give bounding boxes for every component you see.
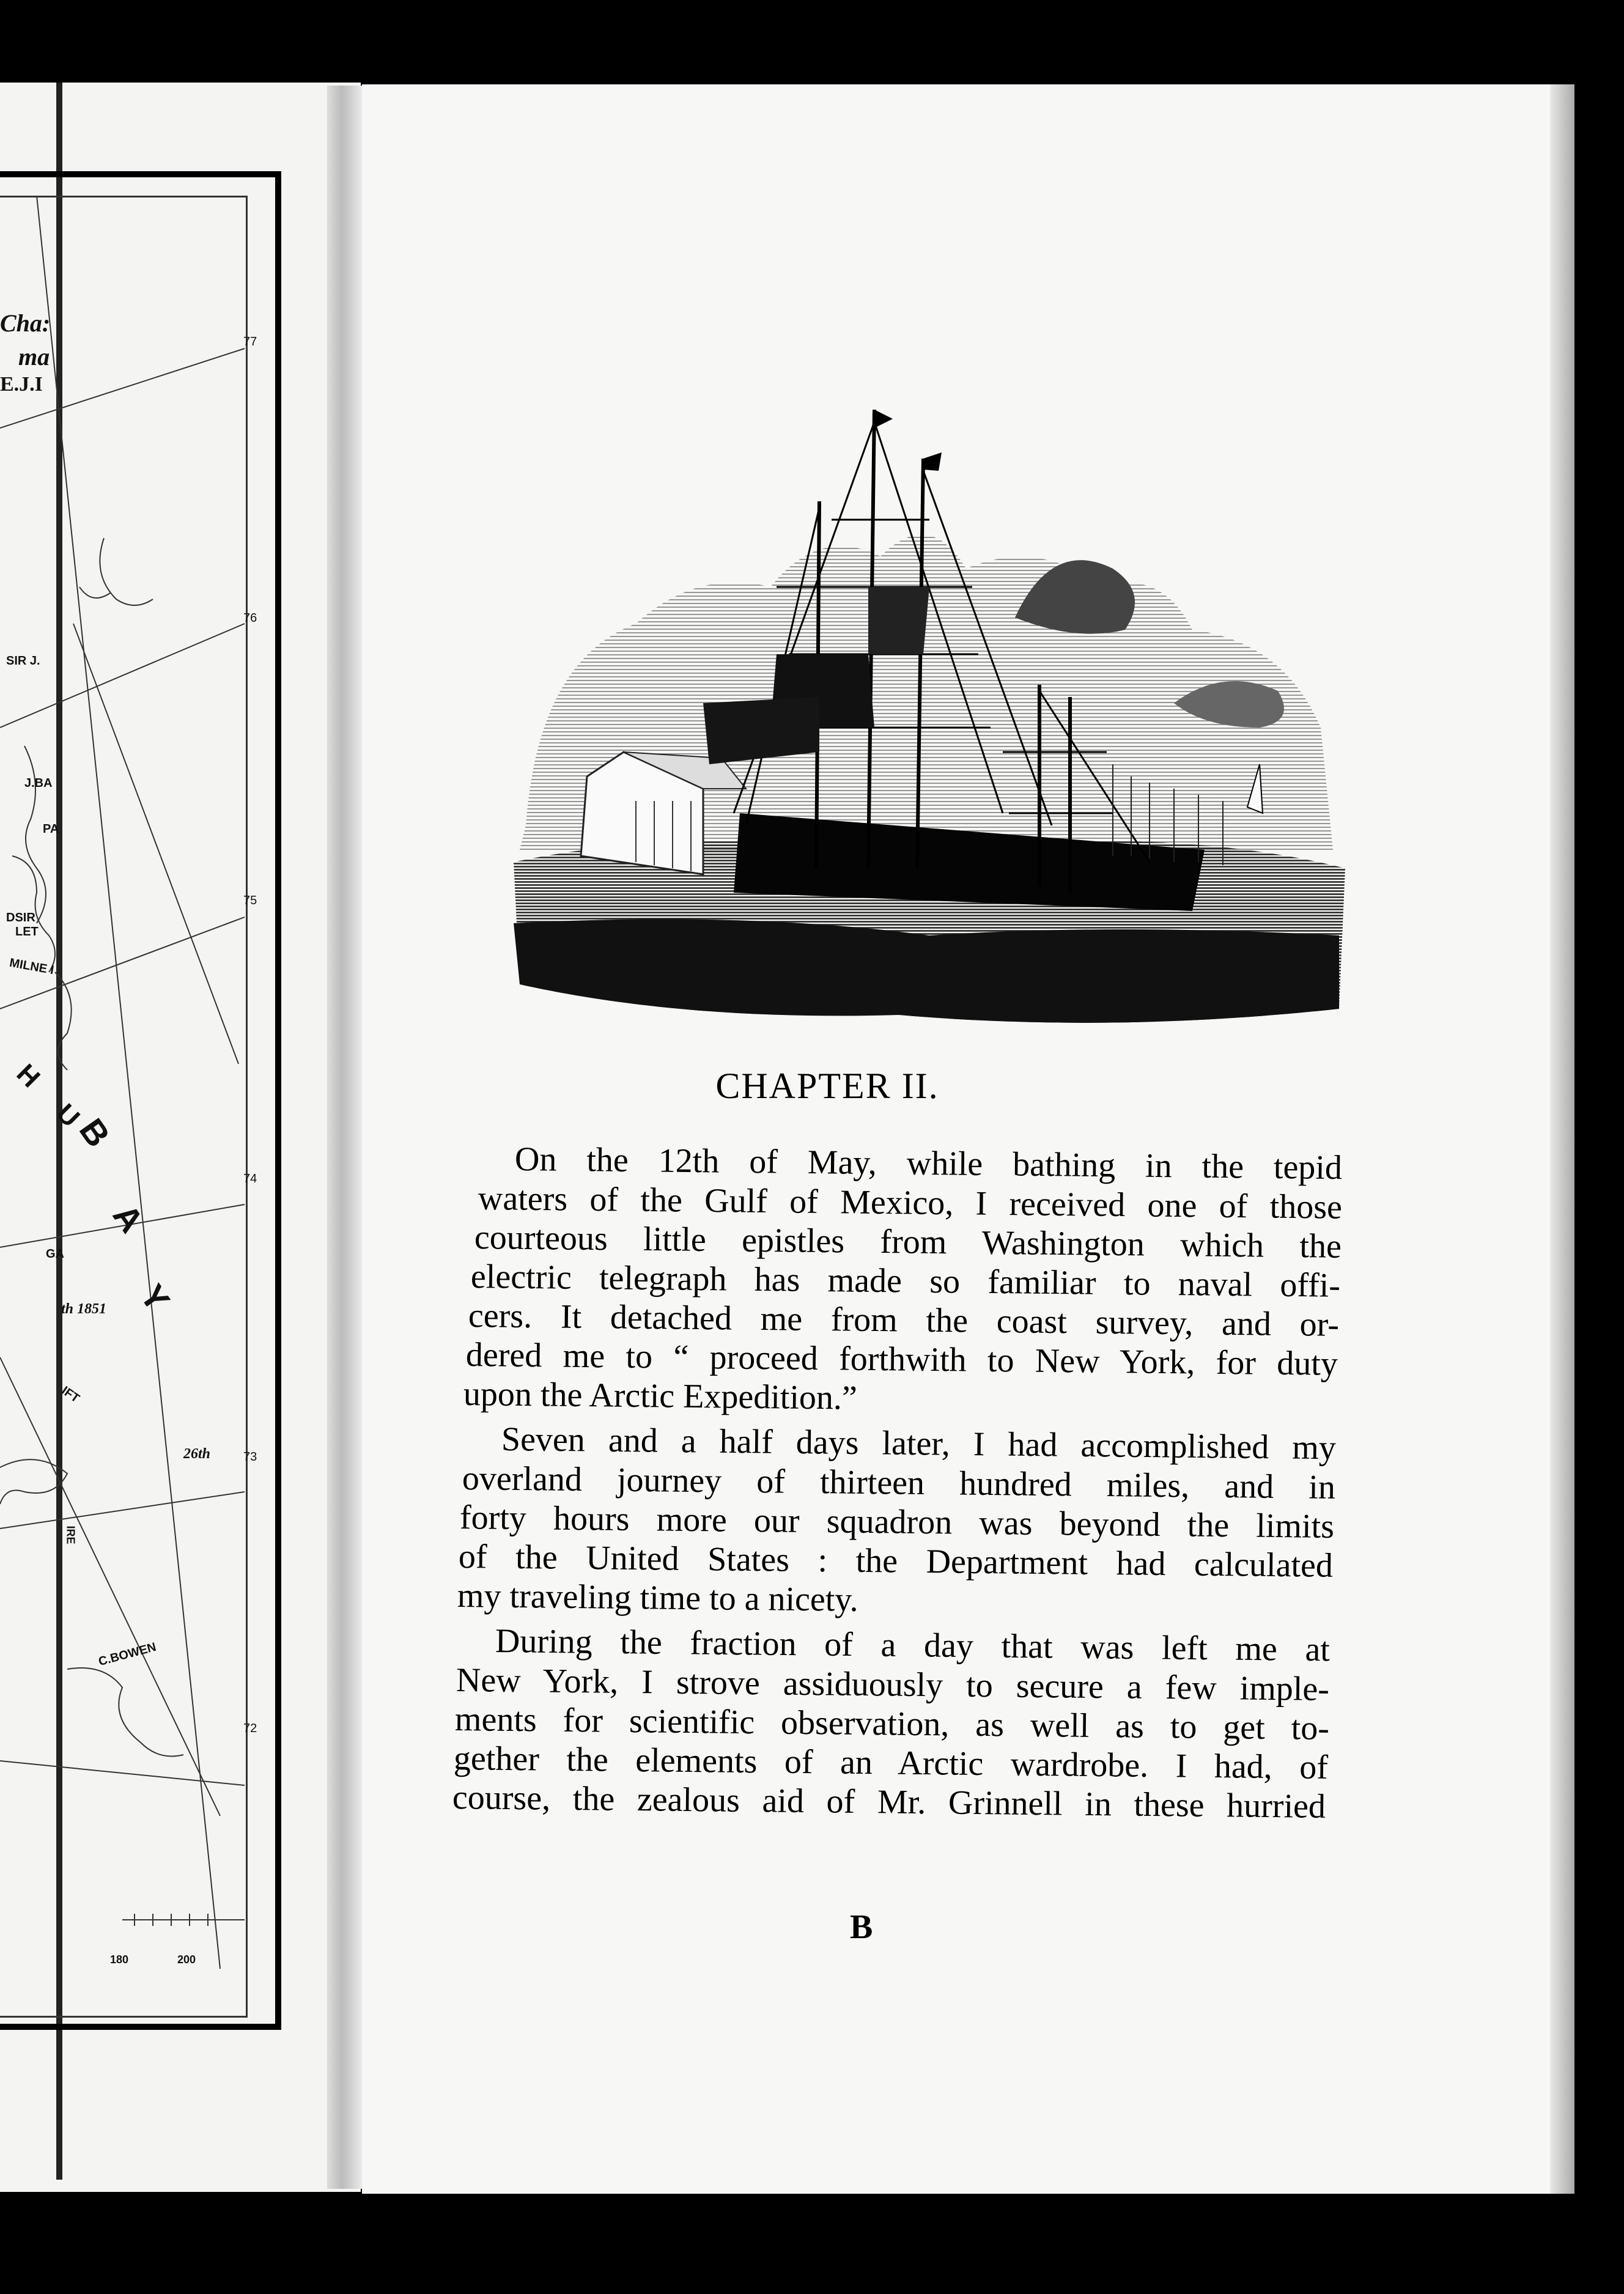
scale-label: 200 (177, 1953, 196, 1966)
latitude-label: 77 (243, 335, 257, 349)
ship-engraving-image (501, 385, 1351, 1027)
bay-letter: H (10, 1058, 46, 1094)
body-text-line: cers. It detached me from the coast survey, and or- (468, 1297, 1340, 1344)
chapter-title (0, 1065, 1621, 1107)
place-label: MILNE I (8, 956, 55, 978)
body-text-line: my traveling time to a nicety. (457, 1577, 859, 1619)
latitude-label: 73 (243, 1450, 257, 1464)
bay-letter: A (105, 1197, 152, 1240)
bay-letter: U (50, 1098, 86, 1134)
place-label: th 1851 (61, 1301, 107, 1317)
body-text-line: During the fraction of a day that was left me at (495, 1622, 1331, 1669)
body-text-line: overland journey of thirteen hundred miles, and in (462, 1459, 1336, 1507)
chapter-title-text: CHAPTER II. (715, 1066, 939, 1106)
place-label: PA (43, 822, 59, 836)
body-text-line: waters of the Gulf of Mexico, I received one of those (478, 1179, 1343, 1226)
body-text-line: gether the elements of an Arctic wardrobe. I had, of (453, 1739, 1329, 1787)
map-title-line-2: ma (18, 343, 50, 371)
body-text-line: courteous little epistles from Washington which the (474, 1219, 1342, 1266)
body-text-line: course, the zealous aid of Mr. Grinnell in these hurried (452, 1779, 1326, 1826)
body-text-line: electric telegraph has made so familiar to naval offi- (470, 1258, 1341, 1305)
map-title-line-3: E.J.I (0, 373, 43, 396)
place-label: SIR J. (6, 654, 40, 668)
map-title-line-1: Cha: (0, 309, 51, 337)
place-label: J.BA (24, 776, 53, 790)
body-text-line: On the 12th of May, while bathing in the tepid (514, 1140, 1343, 1187)
body-text-line: of the United States : the Department had calculated (458, 1538, 1334, 1585)
bay-letter: B (72, 1111, 118, 1154)
place-label: IRE (64, 1525, 77, 1544)
latitude-label: 74 (243, 1172, 257, 1186)
latitude-label: 76 (243, 611, 257, 625)
body-text-line: upon the Arctic Expedition.” (463, 1375, 858, 1417)
place-label: 26th (183, 1446, 211, 1462)
latitude-label: 75 (243, 894, 257, 907)
scale-label: 180 (110, 1953, 129, 1966)
place-label: IFT (59, 1384, 82, 1406)
body-text-line: dered me to “ proceed forthwith to New York, for duty (465, 1336, 1338, 1383)
place-label: GA (46, 1247, 64, 1261)
body-text-line: New York, I strove assiduously to secure a few imple- (456, 1661, 1330, 1708)
place-label: DSIR (6, 911, 35, 924)
book-gutter (327, 86, 364, 2189)
body-text-line: forty hours more our squadron was beyond the limits (459, 1499, 1335, 1546)
body-text-line: ments for scientific observation, as well as to get to- (454, 1700, 1330, 1747)
latitude-label: 72 (243, 1722, 257, 1735)
bay-letter: Y (133, 1277, 178, 1318)
page-edge-shadow (1550, 84, 1574, 2194)
body-text-line: Seven and a half days later, I had accomplished my (501, 1420, 1337, 1467)
place-label: C.BOWEN (97, 1640, 158, 1669)
place-label: LET (15, 925, 39, 939)
signature-mark: B (850, 1908, 873, 1946)
